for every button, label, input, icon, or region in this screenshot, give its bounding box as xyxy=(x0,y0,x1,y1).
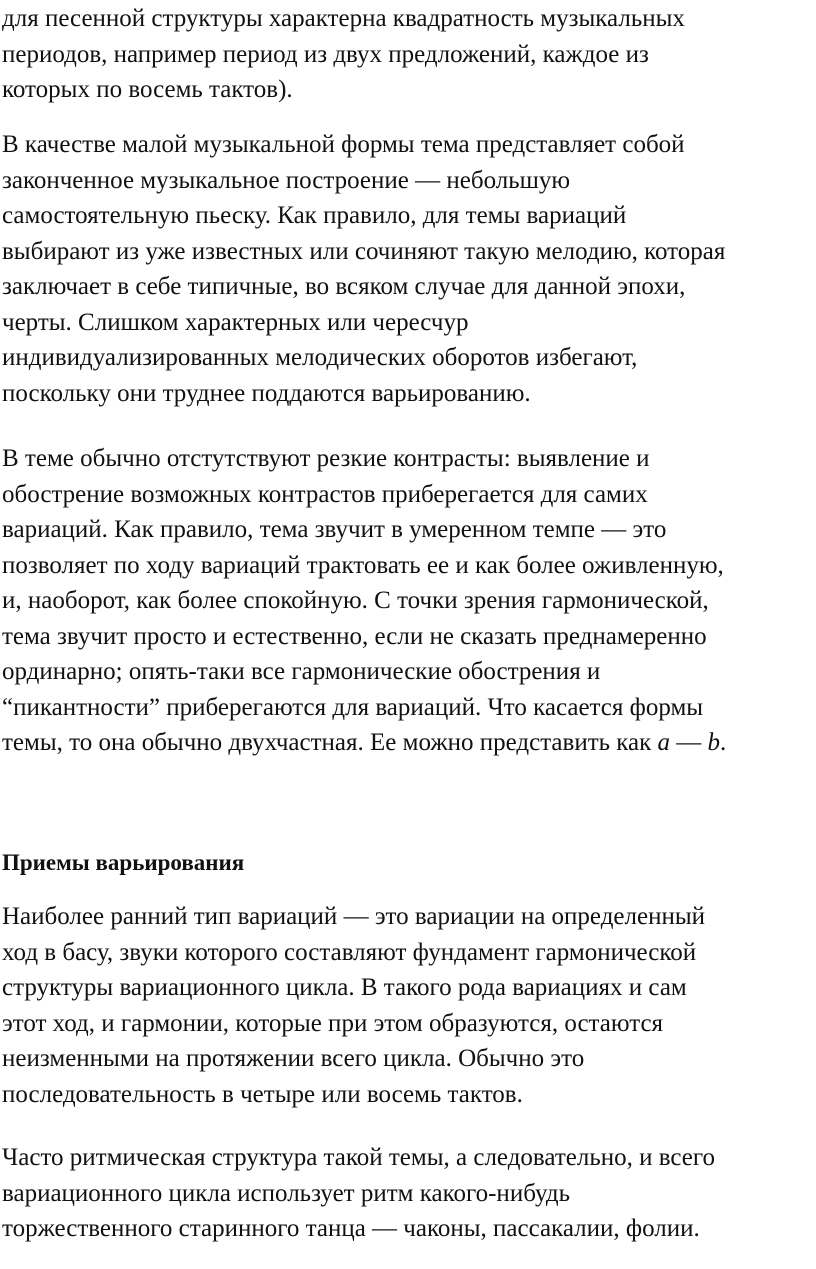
text-line: В качестве малой музыкальной формы тема представляет собой xyxy=(2,131,685,158)
text-line: тема звучит просто и естественно, если не сказать преднамеренно xyxy=(2,622,707,650)
paragraph-bass-variations xyxy=(2,899,705,1112)
text-line: периодов, например период из двух предложений, каждое из xyxy=(2,40,649,68)
text-line: ординарно; опять-таки все гармонические обострения и xyxy=(2,658,601,685)
paragraph-theme-contrasts xyxy=(2,441,726,761)
text-line: В теме обычно отстутствуют резкие контрасты: выявление и xyxy=(2,445,650,472)
text-line: “пикантности” приберегаются для вариаций. Что касается формы xyxy=(2,693,704,721)
text-line: обострение возможных контрастов приберегается для самих xyxy=(2,480,648,508)
paragraph-rhythm-dance xyxy=(2,1140,715,1247)
formula-a: a xyxy=(657,729,671,756)
line-end: . xyxy=(720,729,727,756)
text-line: вариационного цикла использует ритм какого-нибудь xyxy=(2,1179,571,1207)
text-line: заключает в себе типичные, во всяком случае для данной эпохи, xyxy=(2,273,686,300)
text-line: черты. Слишком характерных или чересчур xyxy=(2,308,469,336)
text-run: темы, то она обычно двухчастная. Ее можно представить как xyxy=(2,729,658,756)
text-line: структуры вариационного цикла. В такого рода вариациях и сам xyxy=(2,974,687,1001)
text-line: вариаций. Как правило, тема звучит в умеренном темпе — это xyxy=(2,516,667,543)
formula-b: b xyxy=(707,729,721,756)
text-line: Наиболее ранний тип вариаций — это вариации на определенный xyxy=(2,903,706,930)
text-line: этот ход, и гармонии, которые при этом образуются, остаются xyxy=(2,1009,664,1037)
text-line: индивидуализированных мелодических оборотов избегают, xyxy=(2,344,638,371)
text-line-with-formula xyxy=(2,725,726,761)
paragraph-theme-small-form xyxy=(2,127,725,411)
text-line: последовательность в четыре или восемь тактов. xyxy=(2,1080,523,1108)
text-line: которых по восемь тактов). xyxy=(2,76,293,103)
text-line: ход в басу, звуки которого составляют фундамент гармонической xyxy=(2,938,697,966)
section-heading: Приемы варьирования xyxy=(2,850,245,875)
text-line: позволяет по ходу вариаций трактовать ее и как более оживленную, xyxy=(2,551,724,579)
paragraph-intro-continuation xyxy=(2,1,685,108)
formula-dash: — xyxy=(670,729,708,756)
text-line: законченное музыкальное построение — небольшую xyxy=(2,166,571,194)
text-line: для песенной структуры характерна квадратность музыкальных xyxy=(2,5,685,32)
text-line: выбирают из уже известных или сочиняют такую мелодию, которая xyxy=(2,237,726,265)
text-line: торжественного старинного танца — чаконы, пассакалии, фолии. xyxy=(2,1215,700,1242)
text-line: и, наоборот, как более спокойную. С точки зрения гармонической, xyxy=(2,587,709,614)
text-line: поскольку они труднее поддаются варьированию. xyxy=(2,379,531,407)
text-line: Часто ритмическая структура такой темы, а следовательно, и всего xyxy=(2,1144,716,1171)
text-line: неизменными на протяжении всего цикла. Обычно это xyxy=(2,1045,585,1072)
text-line: самостоятельную пьеску. Как правило, для темы вариаций xyxy=(2,202,627,229)
